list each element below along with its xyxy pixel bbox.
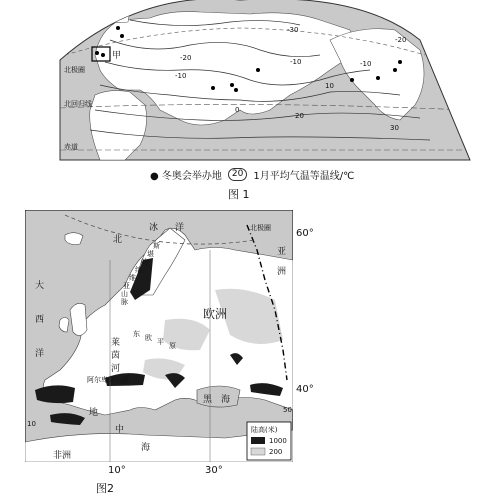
lat-40-label: 40° bbox=[296, 384, 314, 395]
site-a-label: 甲 bbox=[112, 51, 122, 61]
svg-text:黑 海: 黑 海 bbox=[203, 395, 231, 405]
svg-text:阿尔卑斯山脉: 阿尔卑斯山脉 bbox=[87, 376, 129, 384]
svg-text:的: 的 bbox=[141, 258, 148, 266]
svg-text:河: 河 bbox=[111, 364, 121, 374]
svg-text:10: 10 bbox=[27, 420, 36, 428]
lon-10-label: 10° bbox=[108, 465, 126, 476]
figure2-map bbox=[25, 210, 293, 462]
figure1-map bbox=[0, 0, 477, 165]
arctic-circle-label: 北极圈 bbox=[64, 66, 85, 74]
svg-text:30: 30 bbox=[390, 124, 399, 132]
svg-text:欧洲: 欧洲 bbox=[203, 307, 228, 321]
svg-text:海: 海 bbox=[141, 443, 151, 453]
svg-text:-10: -10 bbox=[360, 60, 372, 68]
svg-text:0: 0 bbox=[235, 106, 240, 114]
svg-text:洲: 洲 bbox=[277, 267, 287, 277]
svg-text:-10: -10 bbox=[175, 72, 187, 80]
svg-text:地: 地 bbox=[89, 408, 99, 418]
svg-text:亚: 亚 bbox=[123, 282, 130, 290]
svg-text:200: 200 bbox=[269, 448, 283, 456]
svg-text:平: 平 bbox=[157, 338, 164, 346]
lon-30-label: 30° bbox=[205, 465, 223, 476]
equator-label: 赤道 bbox=[64, 143, 78, 151]
tropic-label: 北回归线 bbox=[64, 100, 92, 108]
svg-text:洋: 洋 bbox=[35, 349, 45, 359]
svg-text:莱: 莱 bbox=[111, 338, 121, 348]
svg-text:-20: -20 bbox=[395, 36, 407, 44]
svg-text:10: 10 bbox=[325, 82, 334, 90]
svg-text:脉: 脉 bbox=[121, 298, 128, 306]
svg-text:堪: 堪 bbox=[147, 250, 154, 258]
svg-text:20: 20 bbox=[295, 112, 304, 120]
svg-text:维: 维 bbox=[129, 274, 136, 282]
lat-60-label: 60° bbox=[296, 228, 314, 239]
figure1-caption: 图 1 bbox=[228, 188, 250, 201]
svg-text:西: 西 bbox=[35, 315, 45, 325]
figure1-legend bbox=[150, 167, 354, 182]
svg-text:东: 东 bbox=[133, 330, 140, 338]
svg-text:纳: 纳 bbox=[135, 266, 142, 274]
svg-text:中: 中 bbox=[115, 425, 125, 435]
olympic-legend: ● 冬奥会举办地 bbox=[150, 171, 222, 182]
svg-text:-30: -30 bbox=[287, 26, 299, 34]
figure2-caption: 图2 bbox=[96, 482, 114, 495]
svg-text:山: 山 bbox=[121, 290, 128, 298]
svg-text:-20: -20 bbox=[180, 54, 192, 62]
svg-text:洋: 洋 bbox=[175, 223, 185, 233]
svg-text:冰: 冰 bbox=[149, 223, 159, 233]
svg-text:北: 北 bbox=[113, 235, 123, 245]
svg-text:亚: 亚 bbox=[277, 247, 287, 257]
svg-text:非洲: 非洲 bbox=[53, 451, 72, 461]
svg-text:-10: -10 bbox=[290, 58, 302, 66]
svg-text:茵: 茵 bbox=[111, 351, 121, 361]
svg-text:陆高(米): 陆高(米) bbox=[251, 426, 278, 434]
svg-text:大: 大 bbox=[35, 281, 45, 291]
svg-text:欧: 欧 bbox=[145, 334, 152, 342]
svg-text:原: 原 bbox=[169, 342, 176, 350]
svg-text:50: 50 bbox=[283, 406, 292, 414]
svg-text:1000: 1000 bbox=[269, 437, 287, 445]
svg-text:北极圈: 北极圈 bbox=[250, 224, 271, 232]
isotherm-legend-icon: 20 bbox=[228, 168, 247, 181]
svg-text:斯: 斯 bbox=[153, 242, 160, 250]
figure2-legend bbox=[247, 422, 291, 460]
isotherm-legend-label: 1月平均气温等温线/℃ bbox=[253, 171, 355, 182]
